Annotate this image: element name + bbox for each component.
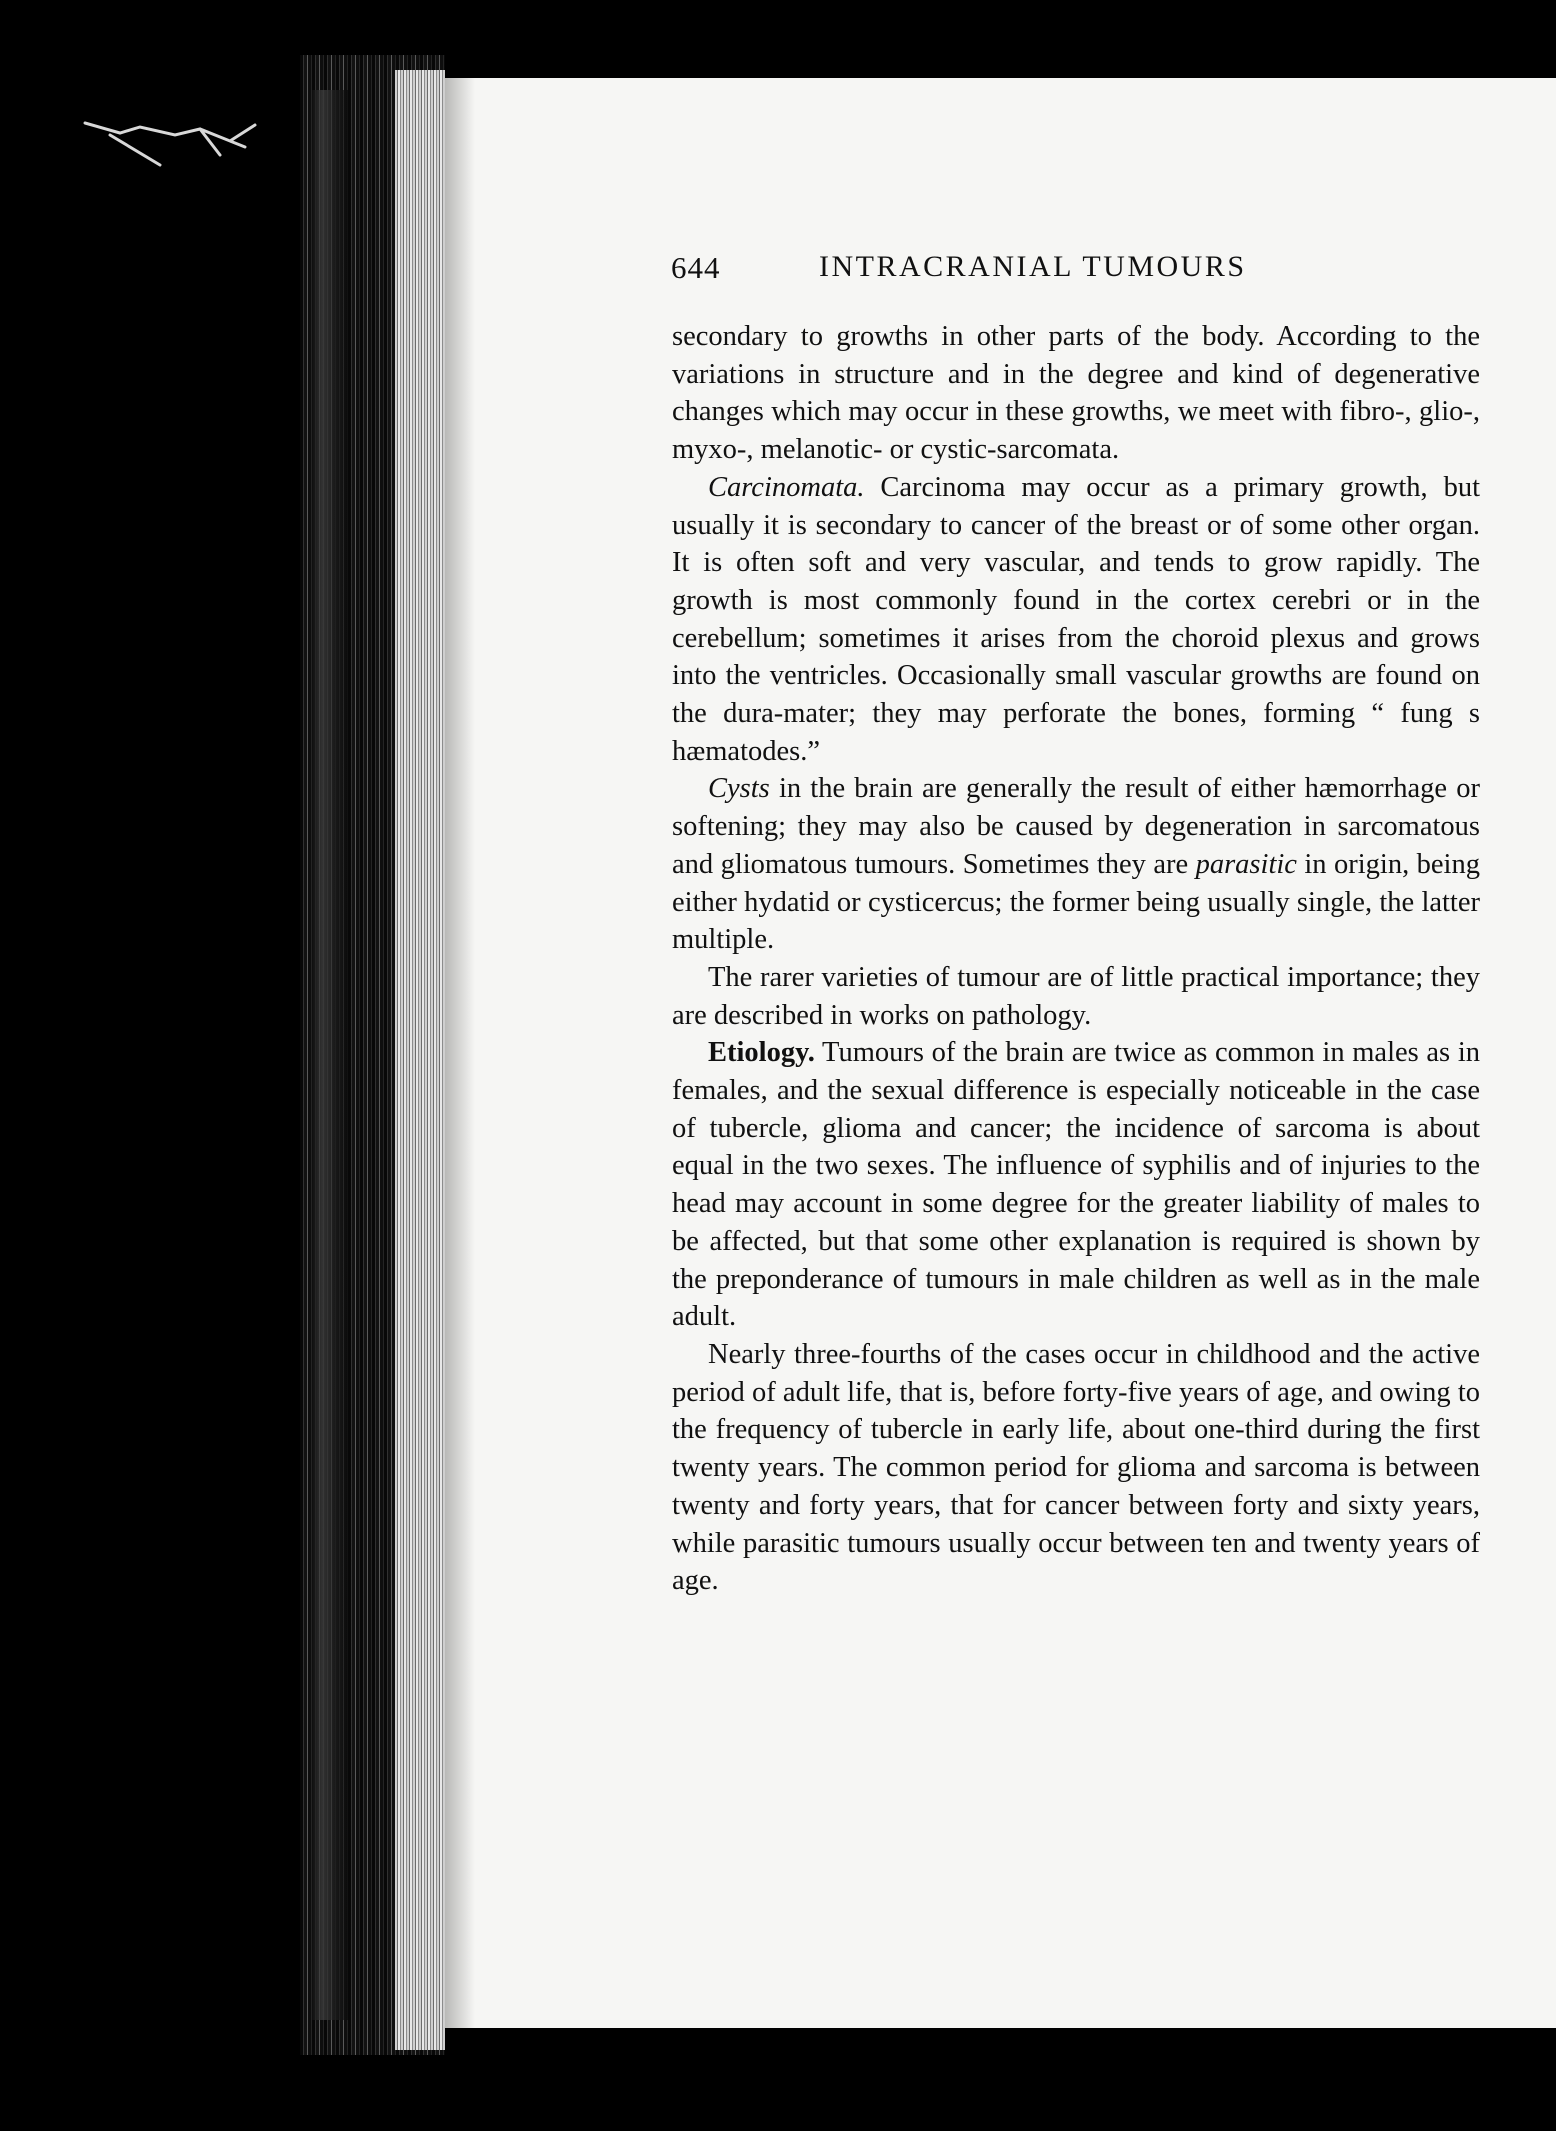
term-etiology: Etiology.: [708, 1037, 815, 1069]
paragraph-text: The rarer varieties of tumour are of little practical importance; they are described in works on pathology.: [672, 961, 1480, 1031]
paragraph-text: Tumours of the brain are twice as common in males as in females, and the sexual difference is especially noticeable in the case of tubercle, glioma and cancer; the incidence of sarcoma is about equal in the two sexes. The influence of syphilis and of injuries to the head may account in some degree for the greater liability of males to be affected, but that some other explanation is required is shown by the preponderance of tumours in male children as well as in the male adult.: [672, 1037, 1480, 1333]
term-cysts: Cysts: [708, 773, 770, 805]
paragraph-text: in the brain are generally the result of either hæmorrhage or softening; they may also be caused by degeneration in sarcomatous and gliomatous tumours. Sometimes they are: [672, 773, 1480, 880]
paragraph-age-incidence: [672, 1336, 1480, 1600]
paragraph-text: Nearly three-fourths of the cases occur in childhood and the active period of adult life, that is, before forty-five years of age, and owing to the frequency of tubercle in early life, about one-third during the first twenty years. The common period for glioma and sarcoma is between twenty and forty years, that for cancer between forty and sixty years, while parasitic tumours usually occur between ten and twenty years of age.: [672, 1338, 1480, 1597]
body-text: [672, 318, 1480, 1600]
paragraph-sarcomata-continued: [672, 318, 1480, 469]
term-parasitic: parasitic: [1195, 848, 1297, 880]
page-header: [671, 250, 1331, 300]
paragraph-etiology: [672, 1034, 1480, 1336]
page-number: 644: [671, 250, 721, 285]
paragraph-text: Carcinoma may occur as a primary growth, but usually it is secondary to cancer of the breast or of some other organ. It is often soft and very vascular, and tends to grow rapidly. The growth is most commonly found in the cortex cerebri or in the cerebellum; sometimes it arises from the choroid plexus and grows into the ventricles. Occasionally small vascular growths are found on the dura-mater; they may perforate the bones, forming “ fung s hæmatodes.”: [672, 471, 1480, 767]
page-gutter-shadow: [445, 78, 475, 2028]
paragraph-cysts: [672, 770, 1480, 959]
book-spine: [312, 90, 348, 2020]
pencil-scribble-mark: [80, 105, 280, 195]
running-head: INTRACRANIAL TUMOURS: [819, 250, 1247, 283]
paragraph-text: secondary to growths in other parts of the body. According to the variations in structure and in the degree and kind of degenerative changes which may occur in these growths, we meet with fibro-, glio-, myxo-, melanotic- or cystic-sarcomata.: [672, 321, 1480, 466]
term-carcinomata: Carcinomata.: [708, 471, 865, 503]
page-edges-highlight: [395, 70, 445, 2050]
paragraph-rarer-varieties: [672, 959, 1480, 1034]
paragraph-carcinomata: [672, 469, 1480, 771]
paragraph-text: in origin, being either hydatid or cysticercus; the former being usually single, the latter multiple.: [672, 848, 1480, 956]
